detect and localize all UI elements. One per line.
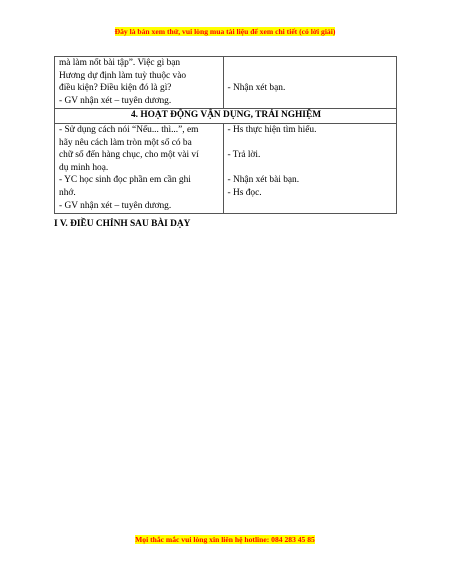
table-cell-line: - Hs thực hiện tìm hiểu. [227, 124, 317, 135]
table-cell-line: - GV nhận xét – tuyên dương. [59, 200, 172, 211]
table-row [55, 123, 397, 213]
table-cell-line: hãy nêu cách làm tròn một số có ba [59, 137, 192, 148]
table-cell-line: điều kiện? Điều kiện đó là gì? [59, 83, 172, 94]
teacher-activity-cell [55, 57, 224, 109]
table-cell-line: - Sử dụng cách nói “Nếu... thì...”, em [59, 124, 199, 135]
table-cell-line: mà làm nốt bài tập”. Việc gì bạn [59, 58, 181, 68]
table-cell-line: - YC học sinh đọc phần em cần ghi [59, 175, 191, 186]
hotline-banner [0, 535, 450, 545]
table-cell-line: - GV nhận xét – tuyên dương. [59, 95, 172, 106]
table-cell-line: chữ số đến hàng chục, cho một vài ví [59, 150, 199, 161]
student-activity-cell [223, 123, 397, 213]
student-activity-cell [223, 57, 397, 109]
table-cell-line: - Trả lời. [227, 150, 261, 161]
table-row [55, 57, 397, 109]
table-cell-line: - Hs đọc. [227, 187, 262, 198]
table-row [55, 109, 397, 124]
section-iv-heading: I V. ĐIỀU CHỈNH SAU BÀI DẠY [54, 219, 191, 229]
table-cell-line: - Nhận xét bài bạn. [227, 175, 300, 186]
table-cell-line: - Nhận xét bạn. [227, 83, 286, 94]
preview-notice-banner [0, 27, 450, 37]
section-heading-cell [55, 109, 397, 124]
preview-notice-text: Đây là bản xem thử, vui lòng mua tài liệu để xem chi tiết (có lời giải) [114, 27, 336, 36]
table-cell-line: dụ minh hoạ. [59, 162, 109, 173]
lesson-activity-table [54, 56, 397, 214]
section-heading-text: 4. HOẠT ĐỘNG VẬN DỤNG, TRẢI NGHIỆM [130, 110, 322, 121]
table-cell-line: Hương dự định làm tuỳ thuộc vào [59, 70, 187, 81]
hotline-text: Mọi thắc mắc vui lòng xin liên hệ hotline: 084 283 45 85 [135, 535, 315, 544]
teacher-activity-cell [55, 123, 224, 213]
table-cell-line: nhớ. [59, 187, 76, 198]
